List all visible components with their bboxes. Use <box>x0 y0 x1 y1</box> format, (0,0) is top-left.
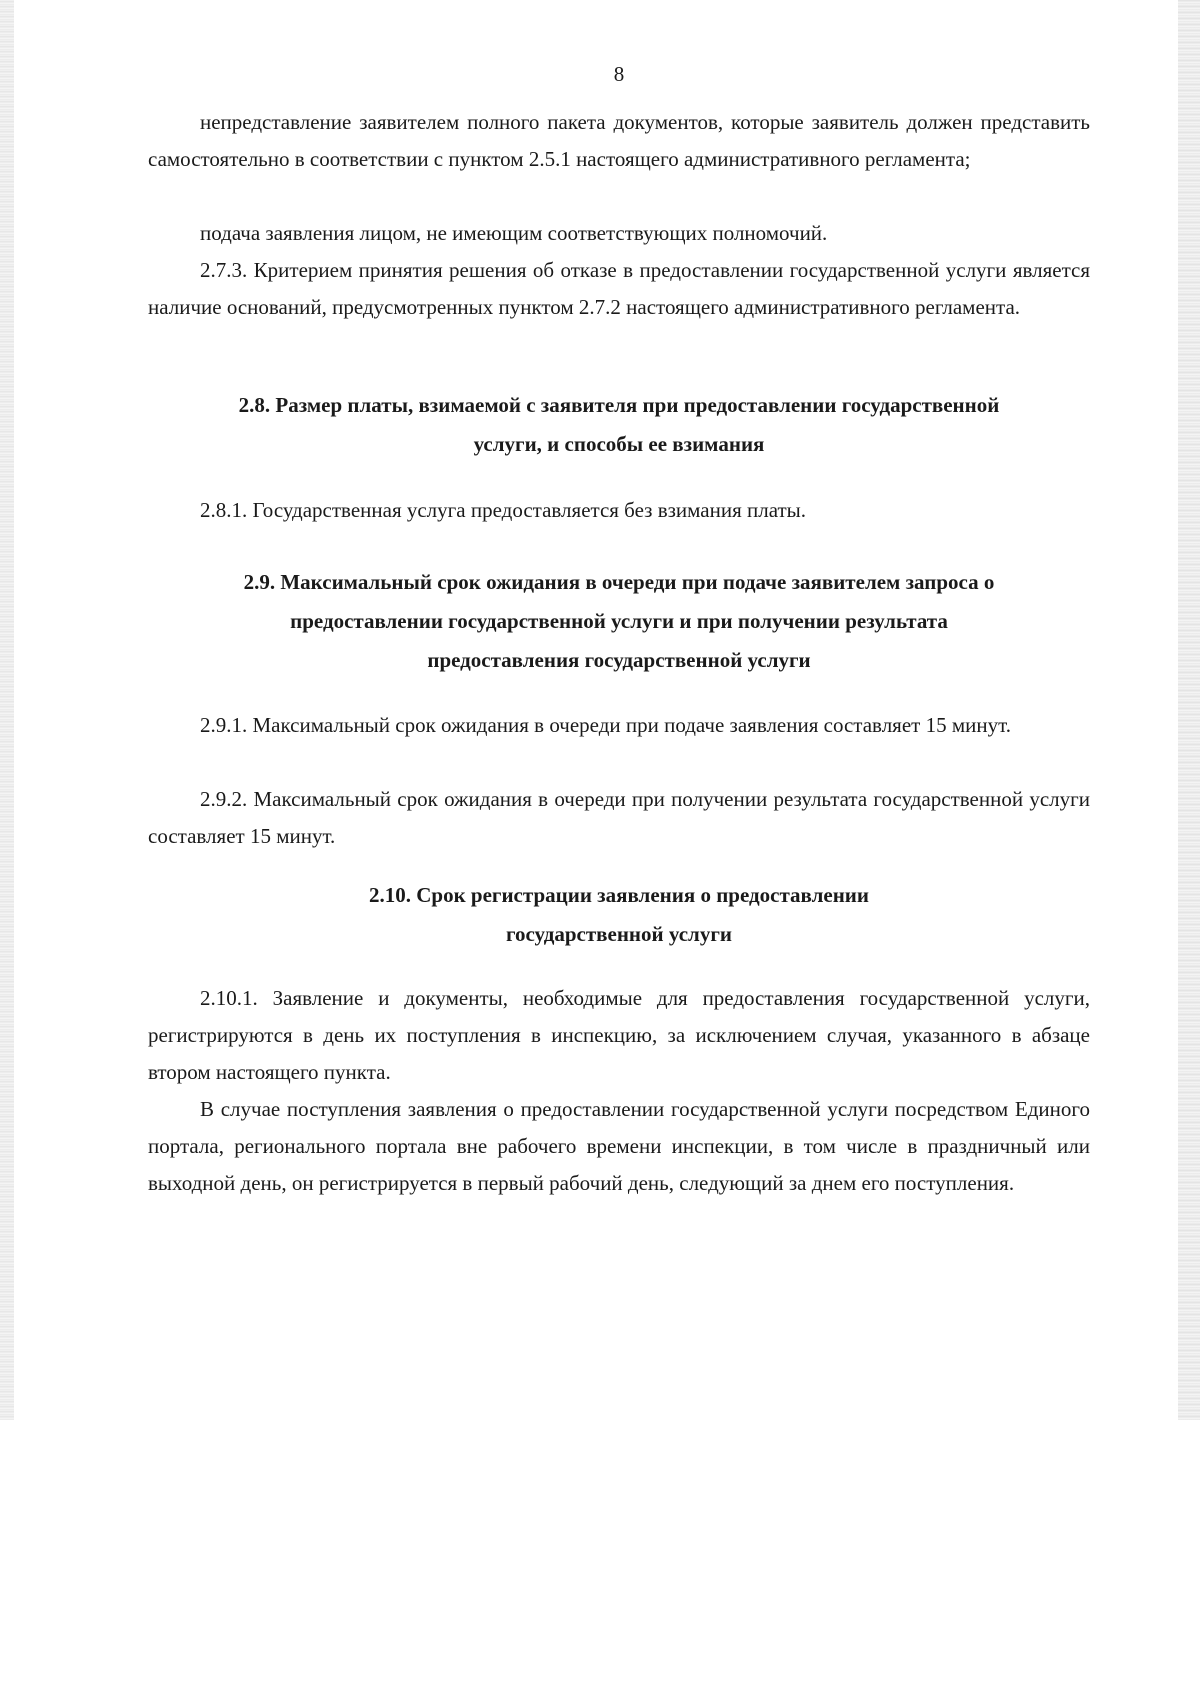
heading-2-10-line1: 2.10. Срок регистрации заявления о предоставлении <box>368 883 870 907</box>
heading-2-10-line2: государственной услуги <box>506 922 732 946</box>
page-number: 8 <box>613 62 625 86</box>
paragraph-2-7-3: 2.7.3. Критерием принятия решения об отказе в предоставлении государственной услуги является наличие оснований, предусмотренных пунктом 2.7.2 настоящего административного регламента. <box>148 258 1090 319</box>
paragraph-grounds-incomplete-docs: непредставление заявителем полного пакета документов, которые заявитель должен представить самостоятельно в соответствии с пунктом 2.5.1 настоящего административного регламента; <box>148 110 1090 171</box>
paragraph-2-10-1: 2.10.1. Заявление и документы, необходимые для предоставления государственной услуги, регистрируются в день их поступления в инспекцию, за исключением случая, указанного в абзаце втором настоящего пункта. <box>148 986 1090 1084</box>
heading-2-9-line3: предоставления государственной услуги <box>427 648 811 672</box>
scan-edge-left <box>0 0 14 1420</box>
paragraph-2-8-1: 2.8.1. Государственная услуга предоставляется без взимания платы. <box>200 498 807 522</box>
paragraph-grounds-no-authority: подача заявления лицом, не имеющим соответствующих полномочий. <box>200 221 828 245</box>
heading-2-9-line2: предоставлении государственной услуги и при получении результата <box>290 609 948 633</box>
heading-2-8-line2: услуги, и способы ее взимания <box>473 432 765 456</box>
scan-edge-right <box>1178 0 1200 1420</box>
paragraph-2-9-1: 2.9.1. Максимальный срок ожидания в очереди при подаче заявления составляет 15 минут. <box>200 713 1011 737</box>
heading-2-8-line1: 2.8. Размер платы, взимаемой с заявителя при предоставлении государственной <box>238 393 1000 417</box>
paragraph-2-10-2: В случае поступления заявления о предоставлении государственной услуги посредством Единого портала, регионального портала вне рабочего времени инспекции, в том числе в праздничный или выходной день, он регистрируется в первый рабочий день, следующий за днем его поступления. <box>148 1097 1090 1195</box>
heading-2-9-line1: 2.9. Максимальный срок ожидания в очереди при подаче заявителем запроса о <box>243 570 995 594</box>
paragraph-2-9-2: 2.9.2. Максимальный срок ожидания в очереди при получении результата государственной услуги составляет 15 минут. <box>148 787 1090 848</box>
